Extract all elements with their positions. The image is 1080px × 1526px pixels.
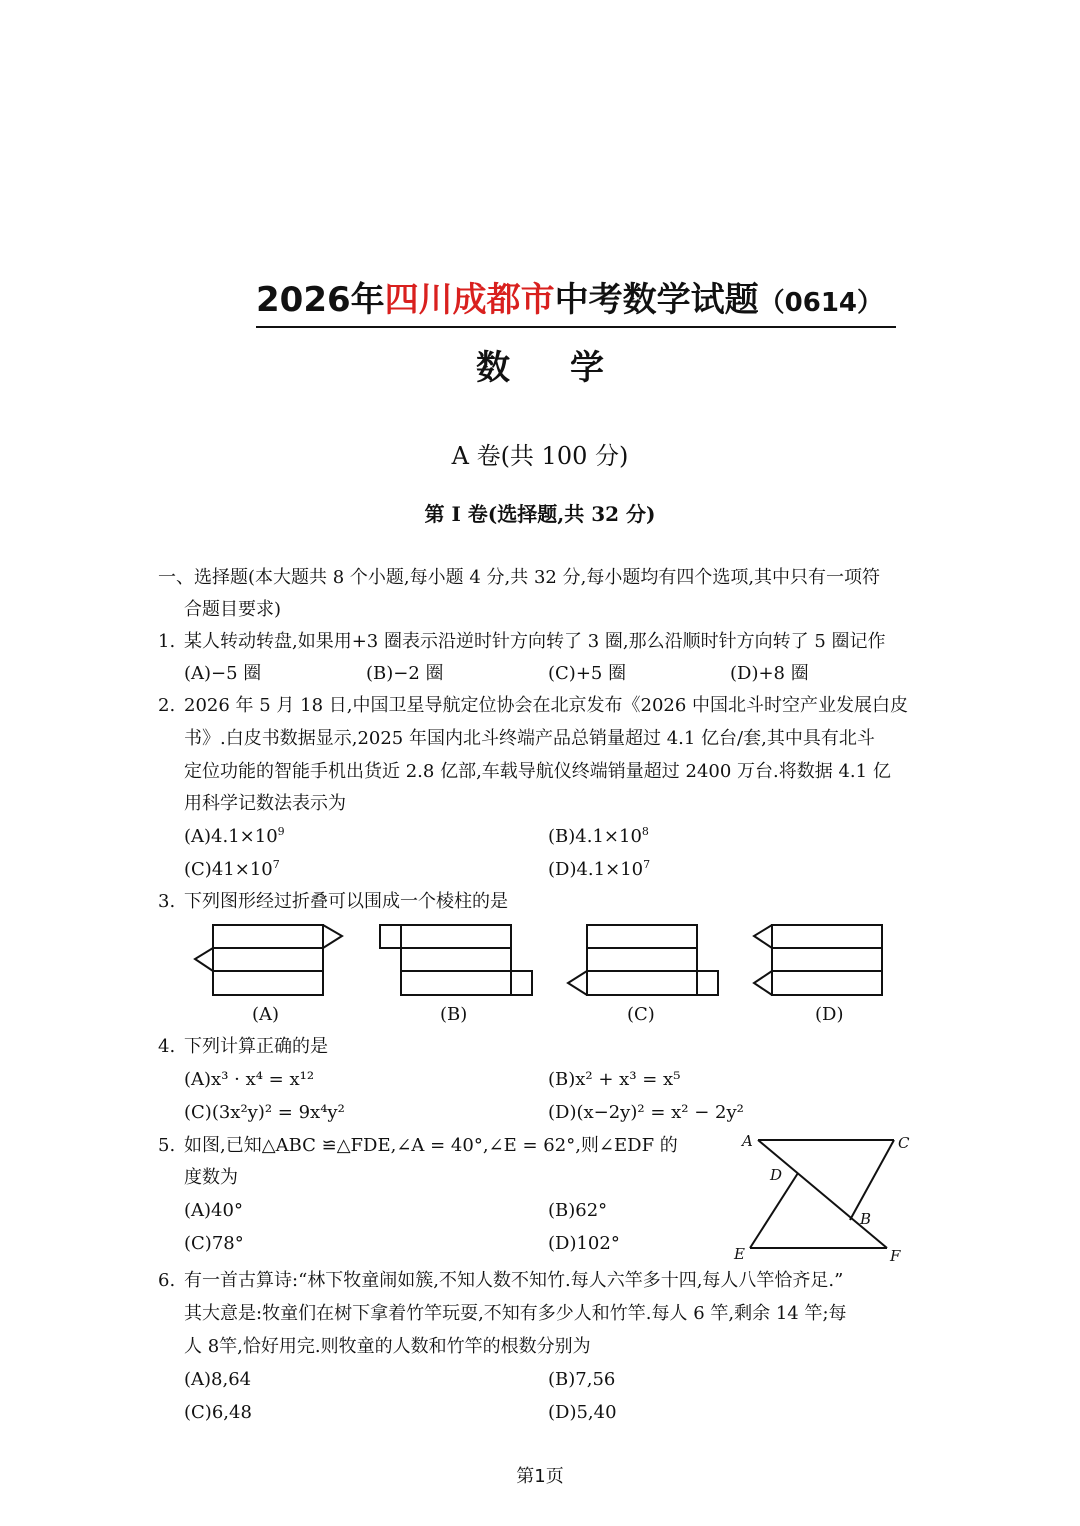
q6-option-b: (B)7,56 bbox=[548, 1369, 616, 1390]
net-a bbox=[195, 925, 342, 995]
q6-option-a: (A)8,64 bbox=[184, 1369, 252, 1390]
q6-option-c: (C)6,48 bbox=[184, 1402, 252, 1423]
segment-cb bbox=[850, 1140, 894, 1220]
q6-line2: 其大意是:牧童们在树下拿着竹竿玩耍,不知有多少人和竹竿.每人 6 竿,剩余 14 竿;每 bbox=[184, 1303, 847, 1324]
label-d: D bbox=[770, 1166, 783, 1184]
q5-line2: 度数为 bbox=[184, 1167, 238, 1188]
q1-option-c: (C)+5 圈 bbox=[548, 663, 627, 684]
q5-option-b: (B)62° bbox=[548, 1200, 608, 1221]
net-c bbox=[568, 925, 718, 995]
subject-heading: 数学 bbox=[476, 348, 664, 388]
label-e: E bbox=[734, 1245, 745, 1263]
q4-option-a: (A)x³ · x⁴ = x¹² bbox=[184, 1069, 315, 1090]
q4-option-b: (B)x² + x³ = x⁵ bbox=[548, 1069, 681, 1090]
q6-option-d: (D)5,40 bbox=[548, 1402, 617, 1423]
title-code: （0614） bbox=[758, 288, 884, 318]
q2-option-b: $(B)4.1\times 10^8$ bbox=[548, 825, 649, 847]
q5-triangles-figure bbox=[730, 1128, 930, 1268]
section-intro-line2: 合题目要求) bbox=[184, 599, 282, 620]
q4-text: 下列计算正确的是 bbox=[184, 1036, 328, 1057]
q2-line4: 用科学记数法表示为 bbox=[184, 793, 346, 814]
q1-number: 1. bbox=[158, 631, 176, 652]
net-d bbox=[754, 925, 882, 995]
q3-label-d: (D) bbox=[815, 1004, 844, 1025]
q3-label-c: (C) bbox=[627, 1004, 655, 1025]
q1-option-a: (A)−5 圈 bbox=[184, 663, 262, 684]
q4-number: 4. bbox=[158, 1036, 176, 1057]
title-region: 四川成都市 bbox=[384, 280, 555, 320]
q6-line3: 人 8竿,恰好用完.则牧童的人数和竹竿的根数分别为 bbox=[184, 1336, 591, 1357]
q3-label-a: (A) bbox=[252, 1004, 280, 1025]
segment-ed bbox=[750, 1173, 798, 1248]
q3-text: 下列图形经过折叠可以围成一个棱柱的是 bbox=[184, 891, 508, 912]
q5-number: 5. bbox=[158, 1135, 176, 1156]
q2-line3: 定位功能的智能手机出货近 2.8 亿部,车载导航仪终端销量超过 2400 万台.将数据 4.1 亿 bbox=[184, 761, 891, 782]
volume-a-heading: A 卷(共 100 分) bbox=[451, 442, 629, 470]
q3-label-b: (B) bbox=[440, 1004, 468, 1025]
q4-option-d: (D)(x−2y)² = x² − 2y² bbox=[548, 1102, 744, 1123]
q1-option-d: (D)+8 圈 bbox=[730, 663, 809, 684]
q3-number: 3. bbox=[158, 891, 176, 912]
q2-option-d: $(D)4.1\times 10^7$ bbox=[548, 858, 651, 880]
label-f: F bbox=[890, 1247, 901, 1265]
q6-number: 6. bbox=[158, 1270, 176, 1291]
q4-option-c: (C)(3x²y)² = 9x⁴y² bbox=[184, 1102, 345, 1123]
q2-option-a: $(A)4.1\times 10^9$ bbox=[184, 825, 285, 847]
title-year: 2026年 bbox=[256, 280, 385, 320]
page-number: 第1页 bbox=[516, 1466, 564, 1487]
q6-line1: 有一首古算诗:“林下牧童闹如簇,不知人数不知竹.每人六竿多十四,每人八竿恰齐足.” bbox=[184, 1270, 844, 1291]
q1-text: 某人转动转盘,如果用+3 圈表示沿逆时针方向转了 3 圈,那么沿顺时针方向转了 5 圈记作 bbox=[184, 631, 886, 652]
q1-option-b: (B)−2 圈 bbox=[366, 663, 444, 684]
label-c: C bbox=[898, 1134, 910, 1152]
section-intro-line1: 一、选择题(本大题共 8 个小题,每小题 4 分,共 32 分,每小题均有四个选项,其中只有一项符 bbox=[158, 567, 881, 588]
q5-option-c: (C)78° bbox=[184, 1233, 244, 1254]
volume-1-heading: 第 I 卷(选择题,共 32 分) bbox=[424, 502, 656, 526]
net-b bbox=[380, 925, 532, 995]
q5-option-a: (A)40° bbox=[184, 1200, 243, 1221]
label-a: A bbox=[742, 1132, 753, 1150]
q2-number: 2. bbox=[158, 695, 176, 716]
q3-nets-figure bbox=[0, 915, 1080, 1030]
q5-line1: 如图,已知△ABC ≌△FDE,∠A = 40°,∠E = 62°,则∠EDF 的 bbox=[184, 1135, 678, 1156]
exam-title bbox=[256, 278, 896, 328]
q5-option-d: (D)102° bbox=[548, 1233, 620, 1254]
q2-line1: 2026 年 5 月 18 日,中国卫星导航定位协会在北京发布《2026 中国北斗时空产业发展白皮 bbox=[184, 695, 909, 716]
title-rest: 中考数学试题 bbox=[554, 280, 759, 320]
segment-af bbox=[758, 1140, 887, 1248]
q2-line2: 书》.白皮书数据显示,2025 年国内北斗终端产品总销量超过 4.1 亿台/套,其中具有北斗 bbox=[184, 728, 875, 749]
label-b: B bbox=[860, 1210, 872, 1228]
q2-option-c: $(C)41\times 10^7$ bbox=[184, 858, 280, 880]
